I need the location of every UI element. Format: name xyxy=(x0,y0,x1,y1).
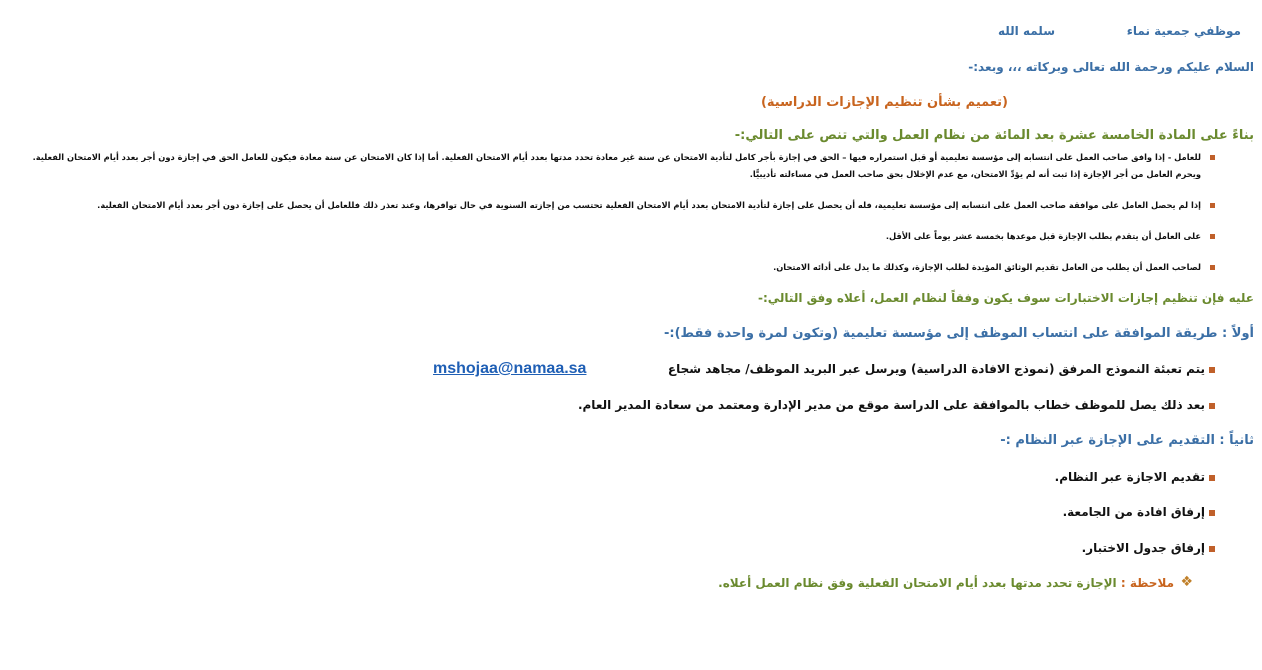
law-item: على العامل أن يتقدم بطلب الإجازة قبل موعدها بخمسة عشر يوماً على الأقل. xyxy=(885,231,1201,241)
greeting: السلام عليكم ورحمة الله تعالى وبركاته ،،، وبعد:- xyxy=(968,60,1254,74)
section2-item: إرفاق افادة من الجامعة. xyxy=(1062,505,1205,519)
law-item: لصاحب العمل أن يطلب من العامل تقديم الوثائق المؤيدة لطلب الإجازة، وكذلك ما يدل على أدائه الامتحان. xyxy=(773,262,1201,272)
square-bullet-icon xyxy=(1210,265,1215,270)
note-text: الإجازة تحدد مدتها بعدد أيام الامتحان الفعلية وفق نظام العمل أعلاه. xyxy=(718,576,1117,590)
square-bullet-icon xyxy=(1210,155,1215,160)
law-item: للعامل - إذا وافق صاحب العمل على انتسابه إلى مؤسسة تعليمية أو قبل استمراره فيها – الحق في إجازة بأجر كامل لتأدية الامتحان عن سنة غير معادة تحدد مدتها بعدد أيام الامتحان الفعلية. أما إذا كان الامتحان عن سنة معادة فيكون للعامل الحق في إجازة دون أجر بعدد أيام الامتحان الفعلية. ويحرم العامل من أجر الإجازة إذا ثبت أنه لم يؤدِّ الامتحان، مع عدم الإخلال بحق صاحب العمل في مساءلته تأديبيًّا. xyxy=(32,152,1201,179)
section2-item: إرفاق جدول الاختبار. xyxy=(1081,541,1205,555)
square-bullet-icon xyxy=(1210,203,1215,208)
therefore-heading: عليه فإن تنظيم إجازات الاختبارات سوف يكون وفقاً لنظام العمل، أعلاه وفق التالي:- xyxy=(757,291,1254,305)
section2-item: تقديم الاجازة عبر النظام. xyxy=(1054,470,1205,484)
section1-item: بعد ذلك يصل للموظف خطاب بالموافقة على الدراسة موقع من مدير الإدارة ومعتمد من سعادة المدير العام. xyxy=(577,398,1205,412)
page-title: (تعميم بشأن تنظيم الإجازات الدراسية) xyxy=(760,95,1008,110)
law-item: إذا لم يحصل العامل على موافقة صاحب العمل على انتسابه إلى مؤسسة تعليمية، فله أن يحصل على إجازة لتأدية الامتحان بعدد أيام الامتحان الفعلية تحتسب من إجازته السنوية في حال توافرها، وعند تعذر ذلك فللعامل أن يحصل على إجازة دون أجر بعدد أيام الامتحان الفعلية. xyxy=(97,200,1201,210)
square-bullet-icon xyxy=(1209,367,1215,373)
email-link[interactable]: mshojaa@namaa.sa xyxy=(433,360,587,377)
square-bullet-icon xyxy=(1209,403,1215,409)
diamond-bullet-icon: ❖ xyxy=(1180,574,1193,590)
note-label: ملاحظة : xyxy=(1120,576,1174,590)
note xyxy=(718,576,1174,590)
square-bullet-icon xyxy=(1209,510,1215,516)
salutation-tail: سلمه الله xyxy=(998,24,1055,38)
section1-heading: أولاً : طريقة الموافقة على انتساب الموظف إلى مؤسسة تعليمية (وتكون لمرة واحدة فقط):- xyxy=(663,326,1254,341)
square-bullet-icon xyxy=(1210,234,1215,239)
square-bullet-icon xyxy=(1209,475,1215,481)
section2-heading: ثانياً : التقديم على الإجازة عبر النظام :- xyxy=(1000,433,1254,448)
recipient: موظفي جمعية نماء xyxy=(1126,24,1241,38)
intro-heading: بناءً على المادة الخامسة عشرة بعد المائة من نظام العمل والتي تنص على التالي:- xyxy=(734,128,1254,143)
section1-item: يتم تعبئة النموذج المرفق (نموذج الافادة الدراسية) ويرسل عبر البريد الموظف/ مجاهد شجاع xyxy=(667,362,1205,376)
square-bullet-icon xyxy=(1209,546,1215,552)
